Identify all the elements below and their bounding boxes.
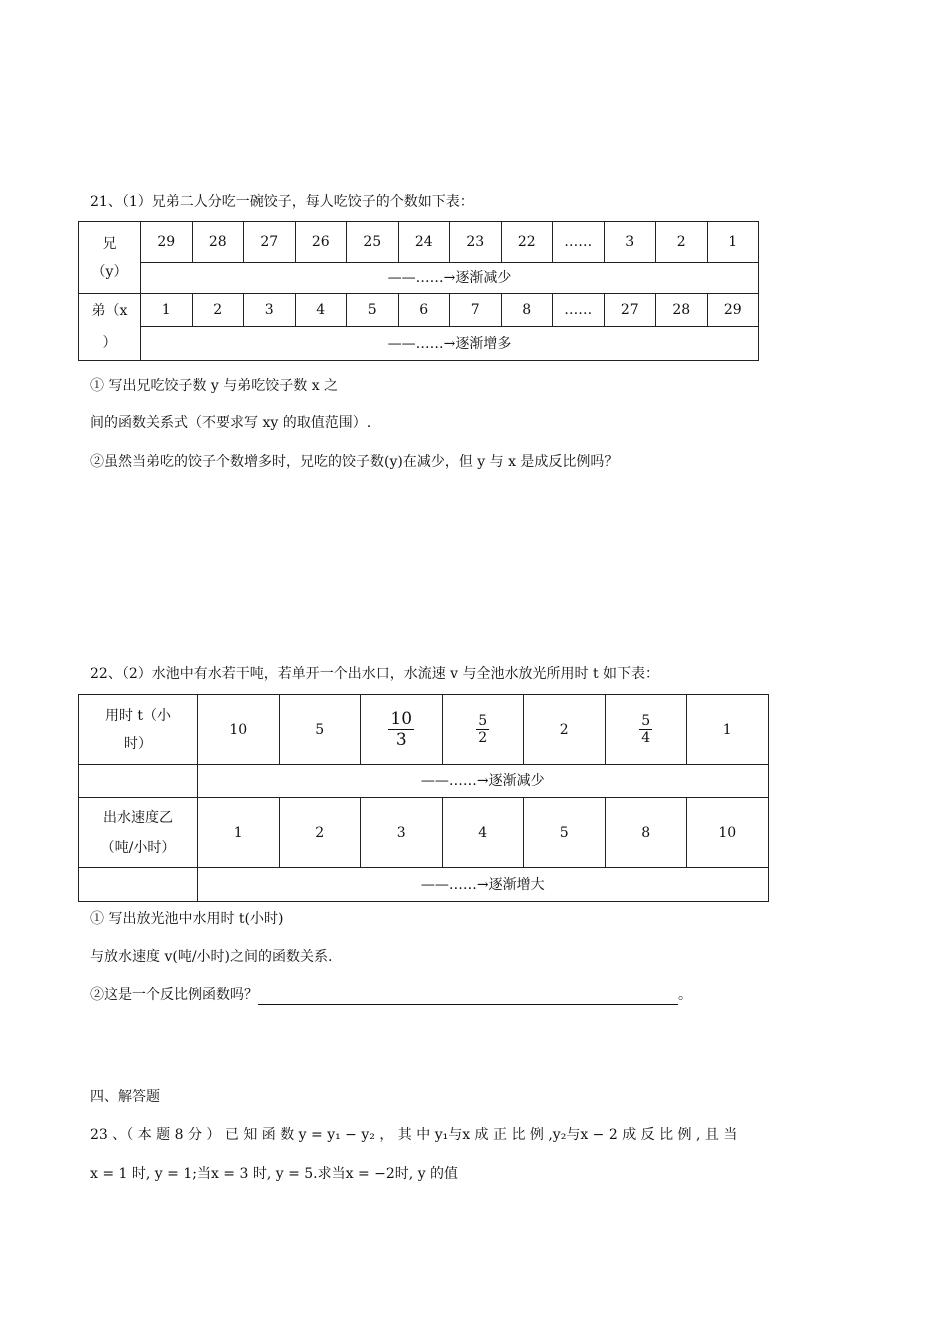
q22-row1-cell bbox=[605, 695, 687, 765]
q22-sub2-question: ②这是一个反比例函数吗？ bbox=[90, 987, 258, 1003]
q22-row3-cell: 10 bbox=[687, 798, 769, 868]
q22-row1-cell: 10 bbox=[198, 695, 280, 765]
q21-row1-trend: ——……→逐渐减少 bbox=[141, 263, 759, 294]
q22-row1-cell bbox=[361, 695, 443, 765]
q21-row2-cell: 29 bbox=[707, 294, 759, 327]
answer-blank[interactable] bbox=[258, 988, 678, 1005]
q22-row4-label bbox=[79, 868, 198, 902]
fraction: $\frac{10}{3}$ bbox=[390, 709, 413, 750]
q21-row2-cell: 1 bbox=[141, 294, 193, 327]
q21-row1-cell: …… bbox=[553, 222, 605, 263]
q22-sub2-end: 。 bbox=[678, 987, 692, 1003]
q22-title: 22、（2）水池中有水若干吨，若单开一个出水口，水流速 v 与全池水放光所用时 t 如下表： bbox=[90, 666, 660, 682]
q22-row1-cell: 5 bbox=[279, 695, 361, 765]
q21-row1-cell: 26 bbox=[295, 222, 347, 263]
q21-row1-cell: 25 bbox=[347, 222, 399, 263]
q21-sub1-line1: ① 写出兄吃饺子数 y 与弟吃饺子数 x 之 bbox=[90, 378, 339, 394]
q21-row2-trend: ——……→逐渐增多 bbox=[141, 327, 759, 361]
q21-row2-cell: 2 bbox=[192, 294, 244, 327]
q21-row1-cell: 2 bbox=[656, 222, 708, 263]
q21-row1-cell: 24 bbox=[398, 222, 450, 263]
q23-line2: x = 1 时, y = 1;当x = 3 时, y = 5.求当x = −2时, y 的值 bbox=[90, 1166, 459, 1182]
q21-title: 21、（1）兄弟二人分吃一碗饺子，每人吃饺子的个数如下表： bbox=[90, 194, 474, 210]
q21-row1-cell: 23 bbox=[450, 222, 502, 263]
q21-row2-cell: 27 bbox=[604, 294, 656, 327]
q21-row1-cell: 29 bbox=[141, 222, 193, 263]
q22-row1-cell bbox=[442, 695, 524, 765]
q22-sub1-line1: ① 写出放光池中水用时 t(小时) bbox=[90, 911, 284, 927]
q21-row2-cell: 28 bbox=[656, 294, 708, 327]
q21-row1-cell: 28 bbox=[192, 222, 244, 263]
q22-row1-cell: 2 bbox=[524, 695, 606, 765]
q22-row2-label bbox=[79, 765, 198, 798]
q21-table bbox=[78, 221, 759, 361]
q22-row2-trend: ——……→逐渐减少 bbox=[198, 765, 769, 798]
q22-row1-cell: 1 bbox=[687, 695, 769, 765]
fraction: $\frac{5}{2}$ bbox=[478, 713, 488, 746]
q21-sub1-line2: 间的函数关系式（不要求写 xy 的取值范围）. bbox=[90, 415, 372, 431]
q22-row3-cell: 8 bbox=[605, 798, 687, 868]
q21-row1-cell: 27 bbox=[244, 222, 296, 263]
q21-row1-cell: 22 bbox=[501, 222, 553, 263]
q22-sub2 bbox=[90, 985, 692, 1005]
q21-sub2: ②虽然当弟吃的饺子个数增多时，兄吃的饺子数(y)在减少，但 y 与 x 是成反比例吗？ bbox=[90, 454, 619, 470]
q21-row2-cell: 5 bbox=[347, 294, 399, 327]
q21-row2-cell: …… bbox=[553, 294, 605, 327]
q22-row3-cell: 4 bbox=[442, 798, 524, 868]
q22-row3-cell: 1 bbox=[198, 798, 280, 868]
q21-row2-label: 弟（x ） bbox=[79, 294, 141, 361]
q22-row3-label: 出水速度乙 （吨/小时） bbox=[79, 798, 198, 868]
q21-row2-cell: 4 bbox=[295, 294, 347, 327]
q23-line1: 23 、（ 本 题 8 分 ） 已 知 函 数 y = y₁ − y₂ ， 其 中 y₁与x 成 正 比 例 ,y₂与x − 2 成 反 比 例 , 且 当 bbox=[90, 1127, 738, 1143]
q21-row2-cell: 8 bbox=[501, 294, 553, 327]
q21-row1-cell: 3 bbox=[604, 222, 656, 263]
section4-title: 四、解答题 bbox=[90, 1089, 160, 1105]
q22-row4-trend: ——……→逐渐增大 bbox=[198, 868, 769, 902]
q21-row2-cell: 6 bbox=[398, 294, 450, 327]
q22-row3-cell: 5 bbox=[524, 798, 606, 868]
q21-row2-cell: 7 bbox=[450, 294, 502, 327]
q22-sub1-line2: 与放水速度 v(吨/小时)之间的函数关系. bbox=[90, 949, 333, 965]
fraction: $\frac{5}{4}$ bbox=[641, 713, 651, 746]
q22-row1-label: 用时 t（小 时） bbox=[79, 695, 198, 765]
q22-table bbox=[78, 694, 769, 902]
q21-row1-label: 兄 （y） bbox=[79, 222, 141, 294]
q22-row3-cell: 3 bbox=[361, 798, 443, 868]
q21-row2-cell: 3 bbox=[244, 294, 296, 327]
q21-row1-cell: 1 bbox=[707, 222, 759, 263]
q22-row3-cell: 2 bbox=[279, 798, 361, 868]
